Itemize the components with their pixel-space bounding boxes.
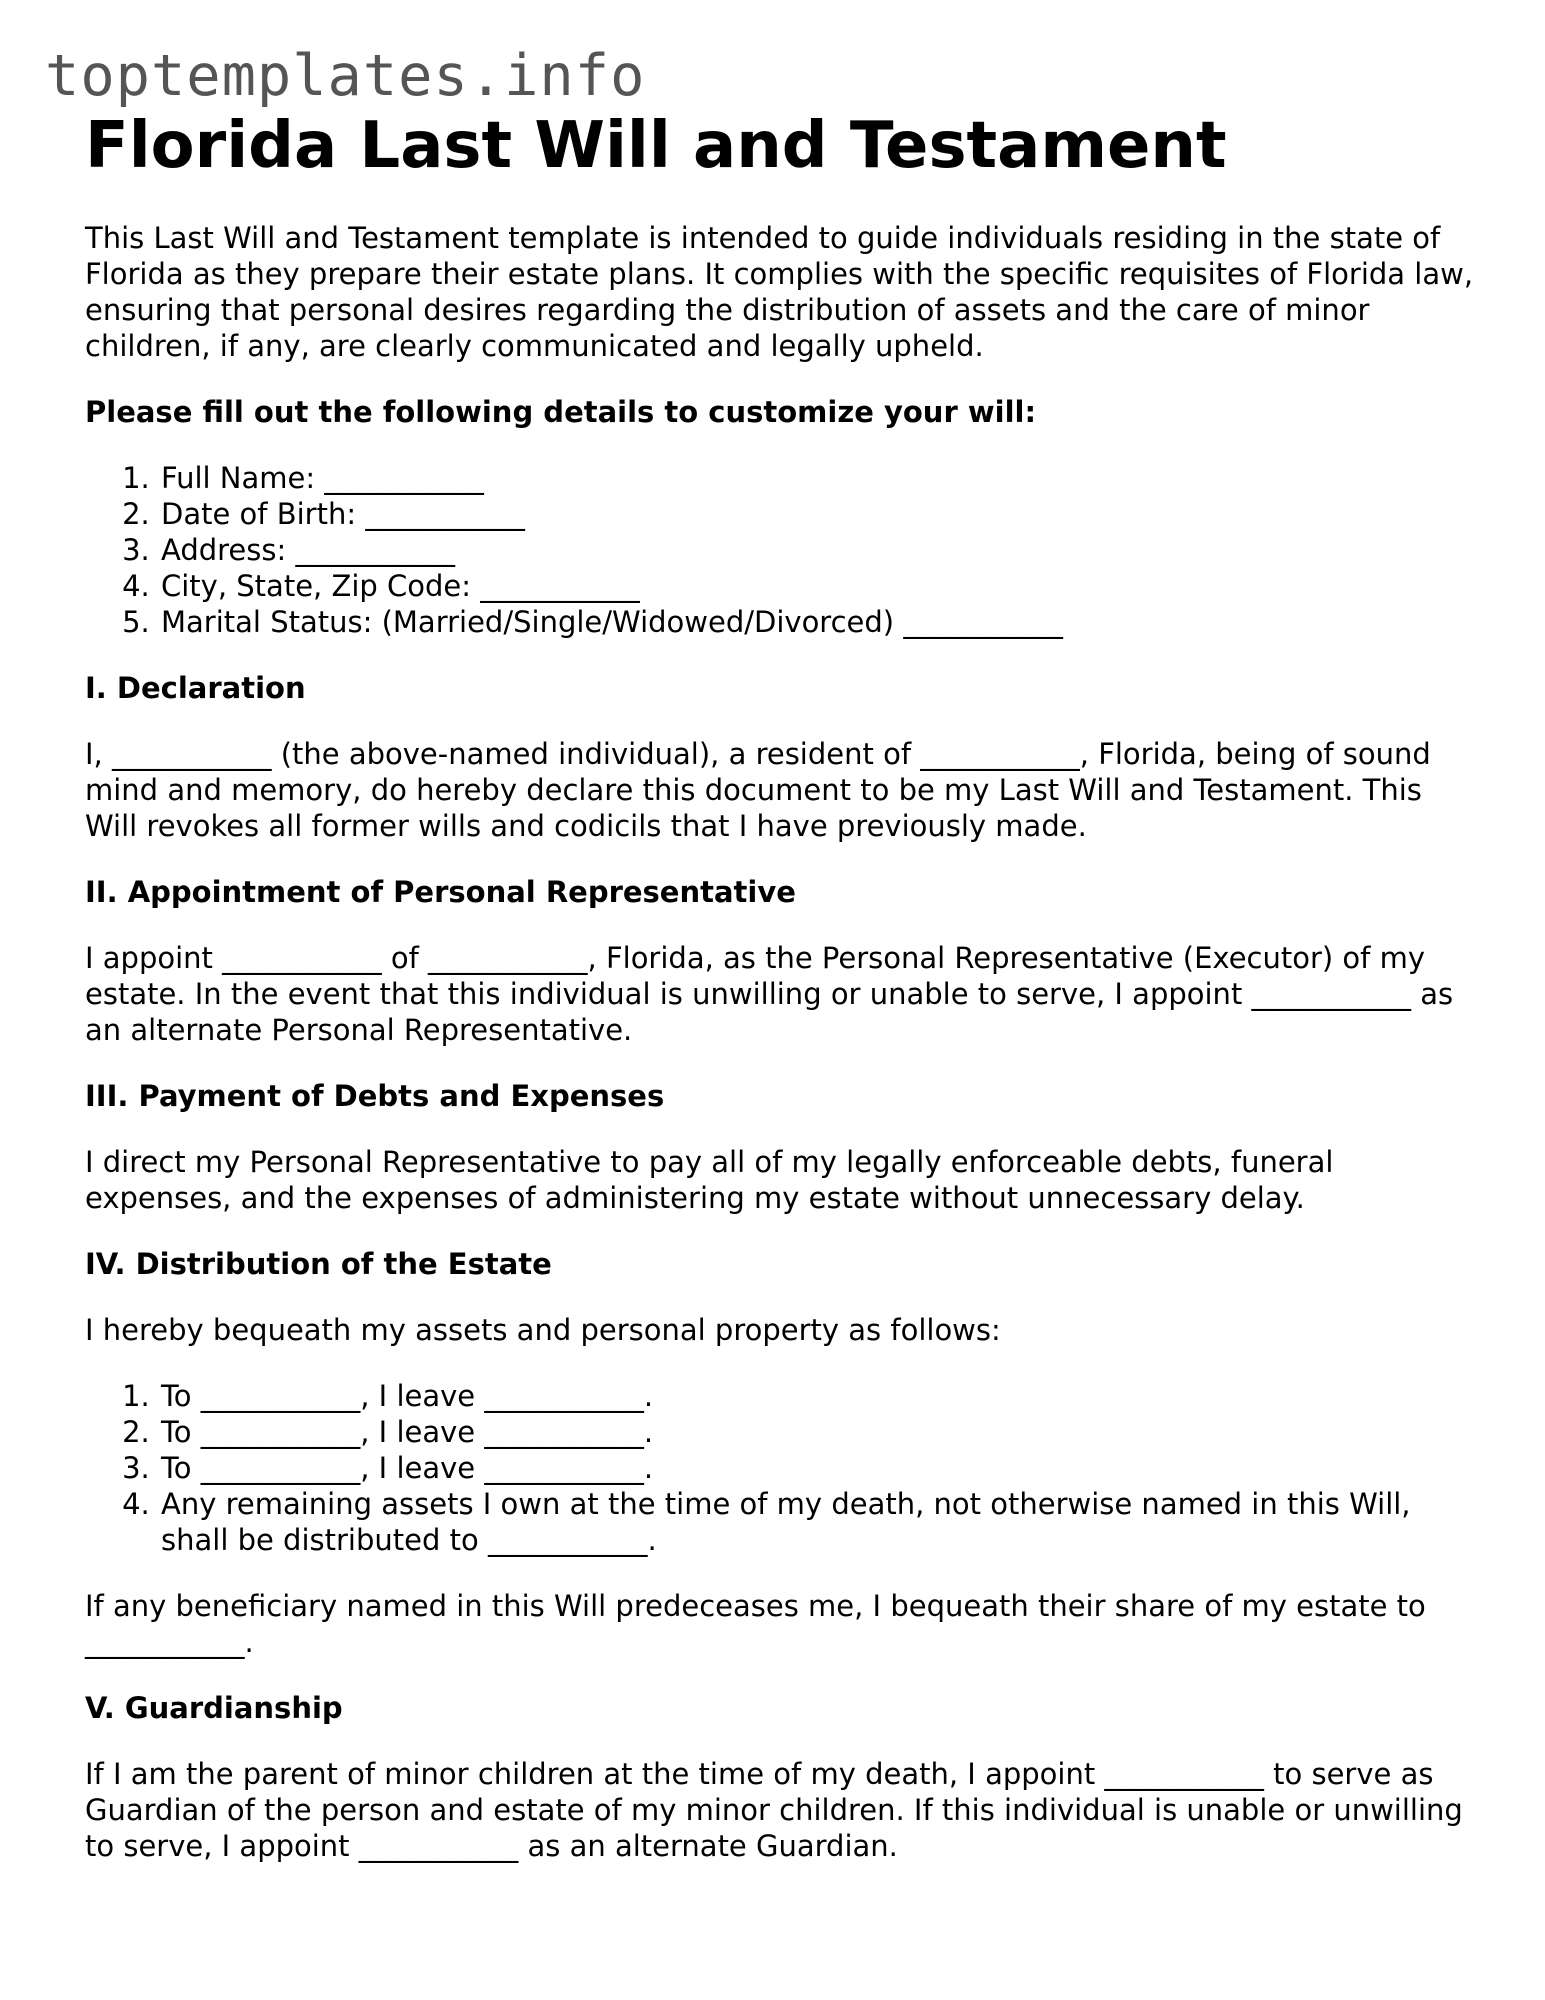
details-list — [85, 460, 1475, 640]
intro-paragraph: This Last Will and Testament template is intended to guide individuals residing in the state of Florida as they prepare their estate plans. It complies with the specific requisites of Florida law, ensuring that personal desires regarding the distribution of assets and the care of minor children, if any, are clearly communicated and legally upheld. — [85, 221, 1474, 363]
representative-text: I appoint ___________ of ___________, Florida, as the Personal Representative (Executor) of my estate. In the event that this individual is unwilling or unable to serve, I appoint ___________ as an alternate Personal Representative. — [85, 941, 1454, 1047]
distribution-item: 1. To ___________, I leave ___________. — [159, 1378, 1475, 1414]
watermark: toptemplates.info — [45, 43, 646, 109]
details-item-marital-status: 5. Marital Status: (Married/Single/Widowed/Divorced) ___________ — [159, 604, 1475, 640]
distribution-intro: I hereby bequeath my assets and personal property as follows: — [85, 1313, 1001, 1347]
distribution-item: 3. To ___________, I leave ___________. — [159, 1450, 1475, 1486]
details-heading: Please fill out the following details to customize your will: — [85, 395, 1037, 429]
debts-heading: III. Payment of Debts and Expenses — [85, 1079, 665, 1113]
details-item-address: 3. Address: ___________ — [159, 532, 1475, 568]
declaration-text: I, ___________ (the above-named individual), a resident of ___________, Florida, being of sound mind and memory, do hereby declare this document to be my Last Will and Testament. This Will revokes all former wills and codicils that I have previously made. — [85, 737, 1431, 843]
debts-text: I direct my Personal Representative to pay all of my legally enforceable debts, funeral expenses, and the expenses of administering my estate without unnecessary delay. — [85, 1145, 1334, 1215]
representative-heading: II. Appointment of Personal Representative — [85, 875, 796, 909]
distribution-heading: IV. Distribution of the Estate — [85, 1247, 552, 1281]
guardianship-heading: V. Guardianship — [85, 1691, 343, 1725]
details-item-full-name: 1. Full Name: ___________ — [159, 460, 1475, 496]
distribution-list — [85, 1378, 1475, 1558]
distribution-item-remaining: 4. Any remaining assets I own at the time of my death, not otherwise named in this Will, shall be distributed to ___________. — [159, 1486, 1475, 1558]
document-body — [85, 108, 1475, 1864]
document-title: Florida Last Will and Testament — [85, 109, 1227, 183]
declaration-heading: I. Declaration — [85, 671, 306, 705]
predecease-text: If any beneficiary named in this Will predeceases me, I bequeath their share of my estate to ___________. — [85, 1589, 1426, 1659]
distribution-item: 2. To ___________, I leave ___________. — [159, 1414, 1475, 1450]
details-item-date-of-birth: 2. Date of Birth: ___________ — [159, 496, 1475, 532]
guardianship-text: If I am the parent of minor children at the time of my death, I appoint ___________ to serve as Guardian of the person and estate of my minor children. If this individual is unable or unwilling to serve, I appoint ___________ as an alternate Guardian. — [85, 1757, 1463, 1863]
details-item-city-state-zip: 4. City, State, Zip Code: ___________ — [159, 568, 1475, 604]
